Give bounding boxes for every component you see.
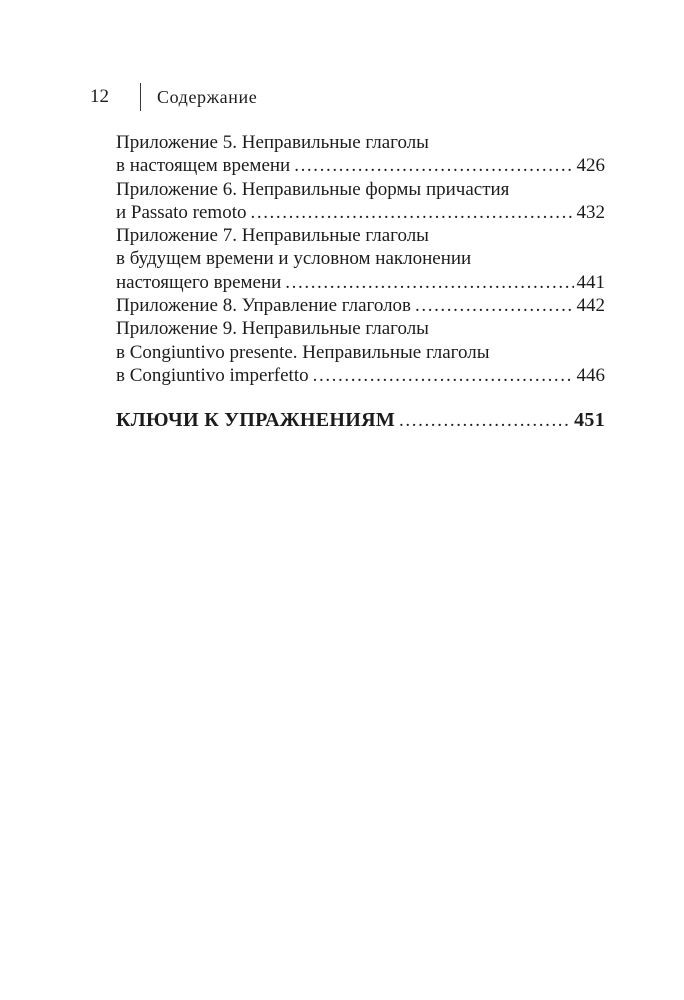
page-number: 12 [90, 86, 109, 107]
toc-entry-text: в будущем времени и условном наклонении [116, 248, 472, 270]
toc-entry-text: Приложение 5. Неправильные глаголы [116, 132, 429, 153]
dot-leader [313, 364, 574, 387]
toc-page-number: 432 [576, 201, 605, 223]
toc-entry [116, 224, 605, 294]
toc-line [116, 247, 605, 270]
header-divider [140, 83, 141, 111]
toc-entry-text: КЛЮЧИ К УПРАЖНЕНИЯМ [116, 409, 396, 432]
table-of-contents [116, 131, 605, 433]
toc-page-number: 451 [574, 409, 605, 432]
toc-entry-text: Приложение 6. Неправильные формы причастия [116, 178, 510, 200]
toc-line [116, 409, 605, 432]
toc-line [116, 131, 605, 154]
toc-entry-text: Приложение 9. Неправильные глаголы [116, 318, 429, 340]
toc-entry-text: в Congiuntivo imperfetto [116, 364, 309, 386]
toc-entry [116, 317, 605, 387]
toc-line [116, 341, 605, 364]
toc-line [116, 201, 605, 224]
chapter-title: Содержание [157, 86, 258, 107]
toc-entry-text: настоящего времени [116, 271, 282, 293]
toc-line [116, 154, 605, 177]
toc-line [116, 294, 605, 317]
toc-line [116, 364, 605, 387]
toc-entry-text: в Congiuntivo presente. Неправильные глаголы [116, 341, 490, 363]
toc-page-number: 441 [576, 271, 605, 293]
toc-line [116, 271, 605, 294]
dot-leader [251, 201, 574, 224]
dot-leader [399, 409, 571, 432]
toc-entry [116, 294, 605, 317]
toc-entry-text: Приложение 7. Неправильные глаголы [116, 225, 429, 247]
toc-entry [116, 131, 605, 178]
toc-entry-text: в настоящем времени [116, 155, 291, 177]
toc-entry-text: Приложение 8. Управление глаголов [116, 295, 412, 317]
toc-entry-text: и Passato remoto [116, 201, 247, 223]
toc-line [116, 224, 605, 247]
dot-leader [415, 294, 573, 317]
toc-line [116, 317, 605, 340]
toc-entry-keys [116, 409, 605, 432]
toc-line [116, 178, 605, 201]
page-header [90, 82, 604, 112]
toc-page-number: 446 [576, 364, 605, 386]
dot-leader [285, 271, 573, 294]
toc-page-number: 442 [576, 295, 605, 317]
toc-page-number: 426 [576, 155, 605, 177]
toc-entry [116, 178, 605, 225]
dot-leader [294, 154, 573, 177]
